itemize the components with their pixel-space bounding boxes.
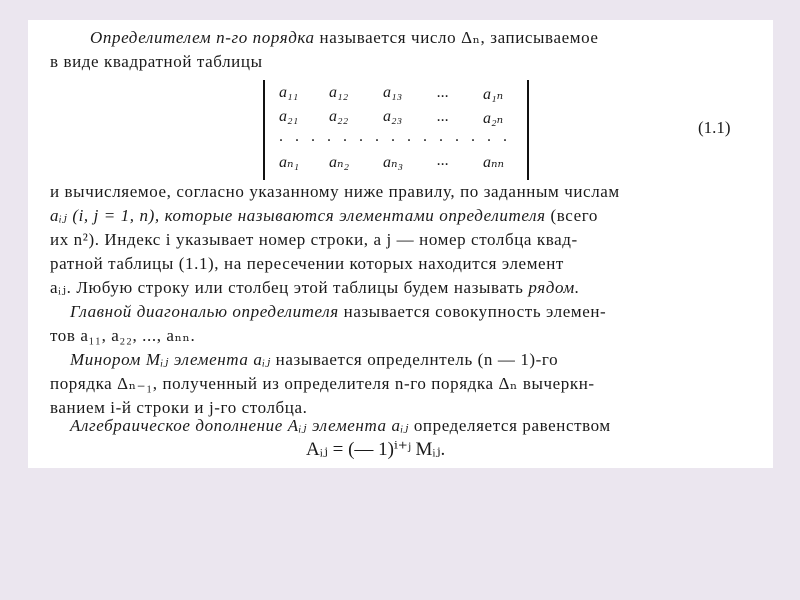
matrix-cell: a₂₂	[329, 108, 349, 125]
definition-line-1	[90, 28, 599, 48]
scanned-page	[28, 20, 773, 468]
matrix-cell: aₙ₁	[279, 154, 300, 171]
definition-line-2: в виде квадратной таблицы	[50, 52, 263, 71]
matrix-cell: aₙₙ	[483, 154, 504, 171]
term-elements: элементами определителя	[339, 206, 546, 225]
matrix-cell: a₂₃	[383, 108, 403, 125]
paragraph-3-line-2: порядка Δₙ₋₁, полученный из определителя n-го порядка Δₙ вычеркн-	[50, 374, 595, 393]
matrix-cell: ...	[437, 108, 449, 125]
matrix-cell: a₂₁	[279, 108, 299, 125]
term-row: рядом.	[528, 278, 580, 297]
paragraph-3-line-1	[70, 350, 558, 370]
matrix-cell: a₁ₙ	[483, 86, 504, 103]
paragraph-2-line-4: ратной таблицы (1.1), на пересечении которых находится элемент	[50, 254, 564, 273]
text-fragment: aᵢⱼ (i, j = 1, n), которые называются	[50, 206, 335, 225]
matrix-cell: a₁₂	[329, 84, 349, 101]
matrix-cell: a₂ₙ	[483, 110, 504, 127]
matrix-dots-row: . . . . . . . . . . . . . . .	[279, 128, 511, 145]
term-cofactor: Алгебраическое дополнение Aᵢⱼ элемента aᵢⱼ	[70, 416, 409, 435]
paragraph-4-line-1	[70, 416, 611, 436]
text-fragment: aᵢⱼ. Любую строку или столбец этой таблицы будем называть	[50, 278, 524, 297]
paragraph-3-line-3: ванием i-й строки и j-го столбца.	[50, 398, 308, 417]
matrix-cell: a₁₃	[383, 84, 403, 101]
paragraph-2-line-2	[50, 206, 598, 226]
term-determinant: Определителем п-го порядка	[90, 28, 315, 47]
paragraph-2-line-3: их n²). Индекс i указывает номер строки, а j — номер столбца квад-	[50, 230, 578, 249]
text-fragment: называется определнтель (n — 1)-го	[275, 350, 559, 369]
term-main-diagonal: Главной диагональю определителя	[70, 302, 339, 321]
matrix-cell: a₁₁	[279, 84, 299, 101]
paragraph-2-line-7: тов a₁₁, a₂₂, ..., aₙₙ.	[50, 326, 196, 345]
matrix-cell: aₙ₂	[329, 154, 350, 171]
matrix-cell: aₙ₃	[383, 154, 404, 171]
text-fragment: определяется равенством	[413, 416, 611, 435]
definition-text: называется число Δₙ, записываемое	[319, 28, 599, 47]
matrix-cell: ...	[437, 84, 449, 101]
term-minor: Минором Mᵢⱼ элемента aᵢⱼ	[70, 350, 271, 369]
paragraph-2-line-1: и вычисляемое, согласно указанному ниже правилу, по заданным числам	[50, 182, 620, 201]
determinant-matrix	[263, 80, 529, 180]
cofactor-formula: Aᵢⱼ = (— 1)ⁱ⁺ʲ Mᵢⱼ.	[306, 439, 446, 460]
paragraph-2-line-5	[50, 278, 580, 298]
text-fragment: (всего	[550, 206, 599, 225]
text-fragment: называется совокупность элемен-	[343, 302, 607, 321]
paragraph-2-line-6	[70, 302, 606, 322]
matrix-cell: ...	[437, 152, 449, 169]
equation-number: (1.1)	[698, 118, 731, 137]
